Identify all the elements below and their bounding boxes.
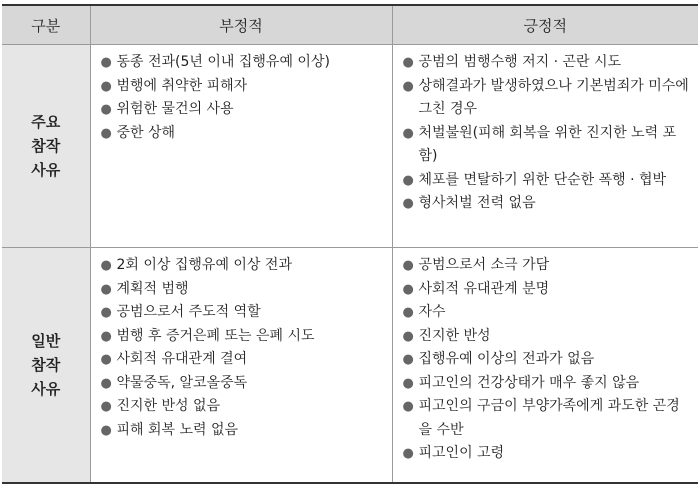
- list-item: ● 피해 회복 노력 없음: [99, 419, 384, 443]
- list-item: ● 2회 이상 집행유예 이상 전과: [99, 254, 384, 278]
- bullet-icon: ●: [402, 78, 414, 94]
- bullet-icon: ●: [100, 55, 112, 70]
- list-item: ● 피고인이 고령: [401, 442, 691, 466]
- general-negative-list: [99, 254, 384, 442]
- list-item: ● 형사처벌 전력 없음: [401, 192, 691, 216]
- bullet-icon: ●: [402, 258, 414, 273]
- header-positive: 긍정적: [392, 5, 698, 45]
- list-item: ● 진지한 반성 없음: [99, 395, 384, 419]
- bullet-icon: ●: [402, 399, 414, 414]
- list-item: ● 체포를 면탈하기 위한 단순한 폭행 · 협박: [401, 169, 691, 193]
- list-item: ● 공범으로서 소극 가담: [401, 254, 691, 278]
- list-item: ● 공범으로서 주도적 역할: [99, 301, 384, 325]
- bullet-icon: ●: [402, 446, 414, 461]
- row-major-factors: [2, 45, 698, 248]
- list-item: ● 상해결과가 발생하였으나 기본범죄가 미수에 그친 경우: [401, 75, 691, 122]
- row-general-factors: [2, 248, 698, 483]
- bullet-icon: ●: [402, 305, 414, 320]
- category-general: 일반 참작 사유: [2, 248, 90, 483]
- bullet-icon: ●: [100, 281, 112, 297]
- list-item: ● 피고인의 구금이 부양가족에게 과도한 곤경을 수반: [401, 395, 691, 442]
- bullet-icon: ●: [100, 125, 112, 141]
- list-item: ● 자수: [401, 301, 691, 325]
- list-item: ● 약물중독, 알코올중독: [99, 372, 384, 396]
- major-negative-cell: [90, 45, 392, 248]
- list-item: ● 계획적 범행: [99, 278, 384, 302]
- bullet-icon: ●: [100, 399, 112, 414]
- list-item: ● 피고인의 건강상태가 매우 좋지 않음: [401, 372, 691, 396]
- list-item: ● 동종 전과(5년 이내 집행유예 이상): [99, 51, 384, 75]
- bullet-icon: ●: [402, 196, 414, 211]
- list-item: ● 위험한 물건의 사용: [99, 98, 384, 122]
- category-major: 주요 참작 사유: [2, 45, 90, 248]
- bullet-icon: ●: [402, 55, 414, 70]
- list-item: ● 공범의 범행수행 저지 · 곤란 시도: [401, 51, 691, 75]
- bullet-icon: ●: [100, 78, 112, 94]
- sentencing-factors-table: [2, 4, 698, 484]
- bullet-icon: ●: [100, 422, 112, 438]
- major-positive-cell: [392, 45, 698, 248]
- major-negative-list: [99, 51, 384, 145]
- bullet-icon: ●: [402, 375, 414, 391]
- header-row: [2, 5, 698, 45]
- bullet-icon: ●: [402, 281, 414, 297]
- list-item: ● 범행에 취약한 피해자: [99, 75, 384, 99]
- general-negative-cell: [90, 248, 392, 483]
- list-item: ● 사회적 유대관계 결여: [99, 348, 384, 372]
- header-negative: 부정적: [90, 5, 392, 45]
- bullet-icon: ●: [402, 172, 414, 188]
- list-item: ● 집행유예 이상의 전과가 없음: [401, 348, 691, 372]
- bullet-icon: ●: [100, 375, 112, 391]
- header-category: 구분: [2, 5, 90, 45]
- list-item: ● 처벌불원(피해 회복을 위한 진지한 노력 포함): [401, 122, 691, 169]
- bullet-icon: ●: [100, 328, 112, 344]
- list-item: ● 중한 상해: [99, 122, 384, 146]
- general-positive-list: [401, 254, 691, 466]
- major-positive-list: [401, 51, 691, 216]
- bullet-icon: ●: [100, 258, 112, 273]
- bullet-icon: ●: [100, 305, 112, 320]
- list-item: ● 범행 후 증거은폐 또는 은폐 시도: [99, 325, 384, 349]
- list-item: ● 진지한 반성: [401, 325, 691, 349]
- list-item: ● 사회적 유대관계 분명: [401, 278, 691, 302]
- bullet-icon: ●: [402, 328, 414, 344]
- bullet-icon: ●: [402, 125, 414, 141]
- bullet-icon: ●: [100, 352, 112, 367]
- bullet-icon: ●: [402, 352, 414, 367]
- bullet-icon: ●: [100, 102, 112, 117]
- general-positive-cell: [392, 248, 698, 483]
